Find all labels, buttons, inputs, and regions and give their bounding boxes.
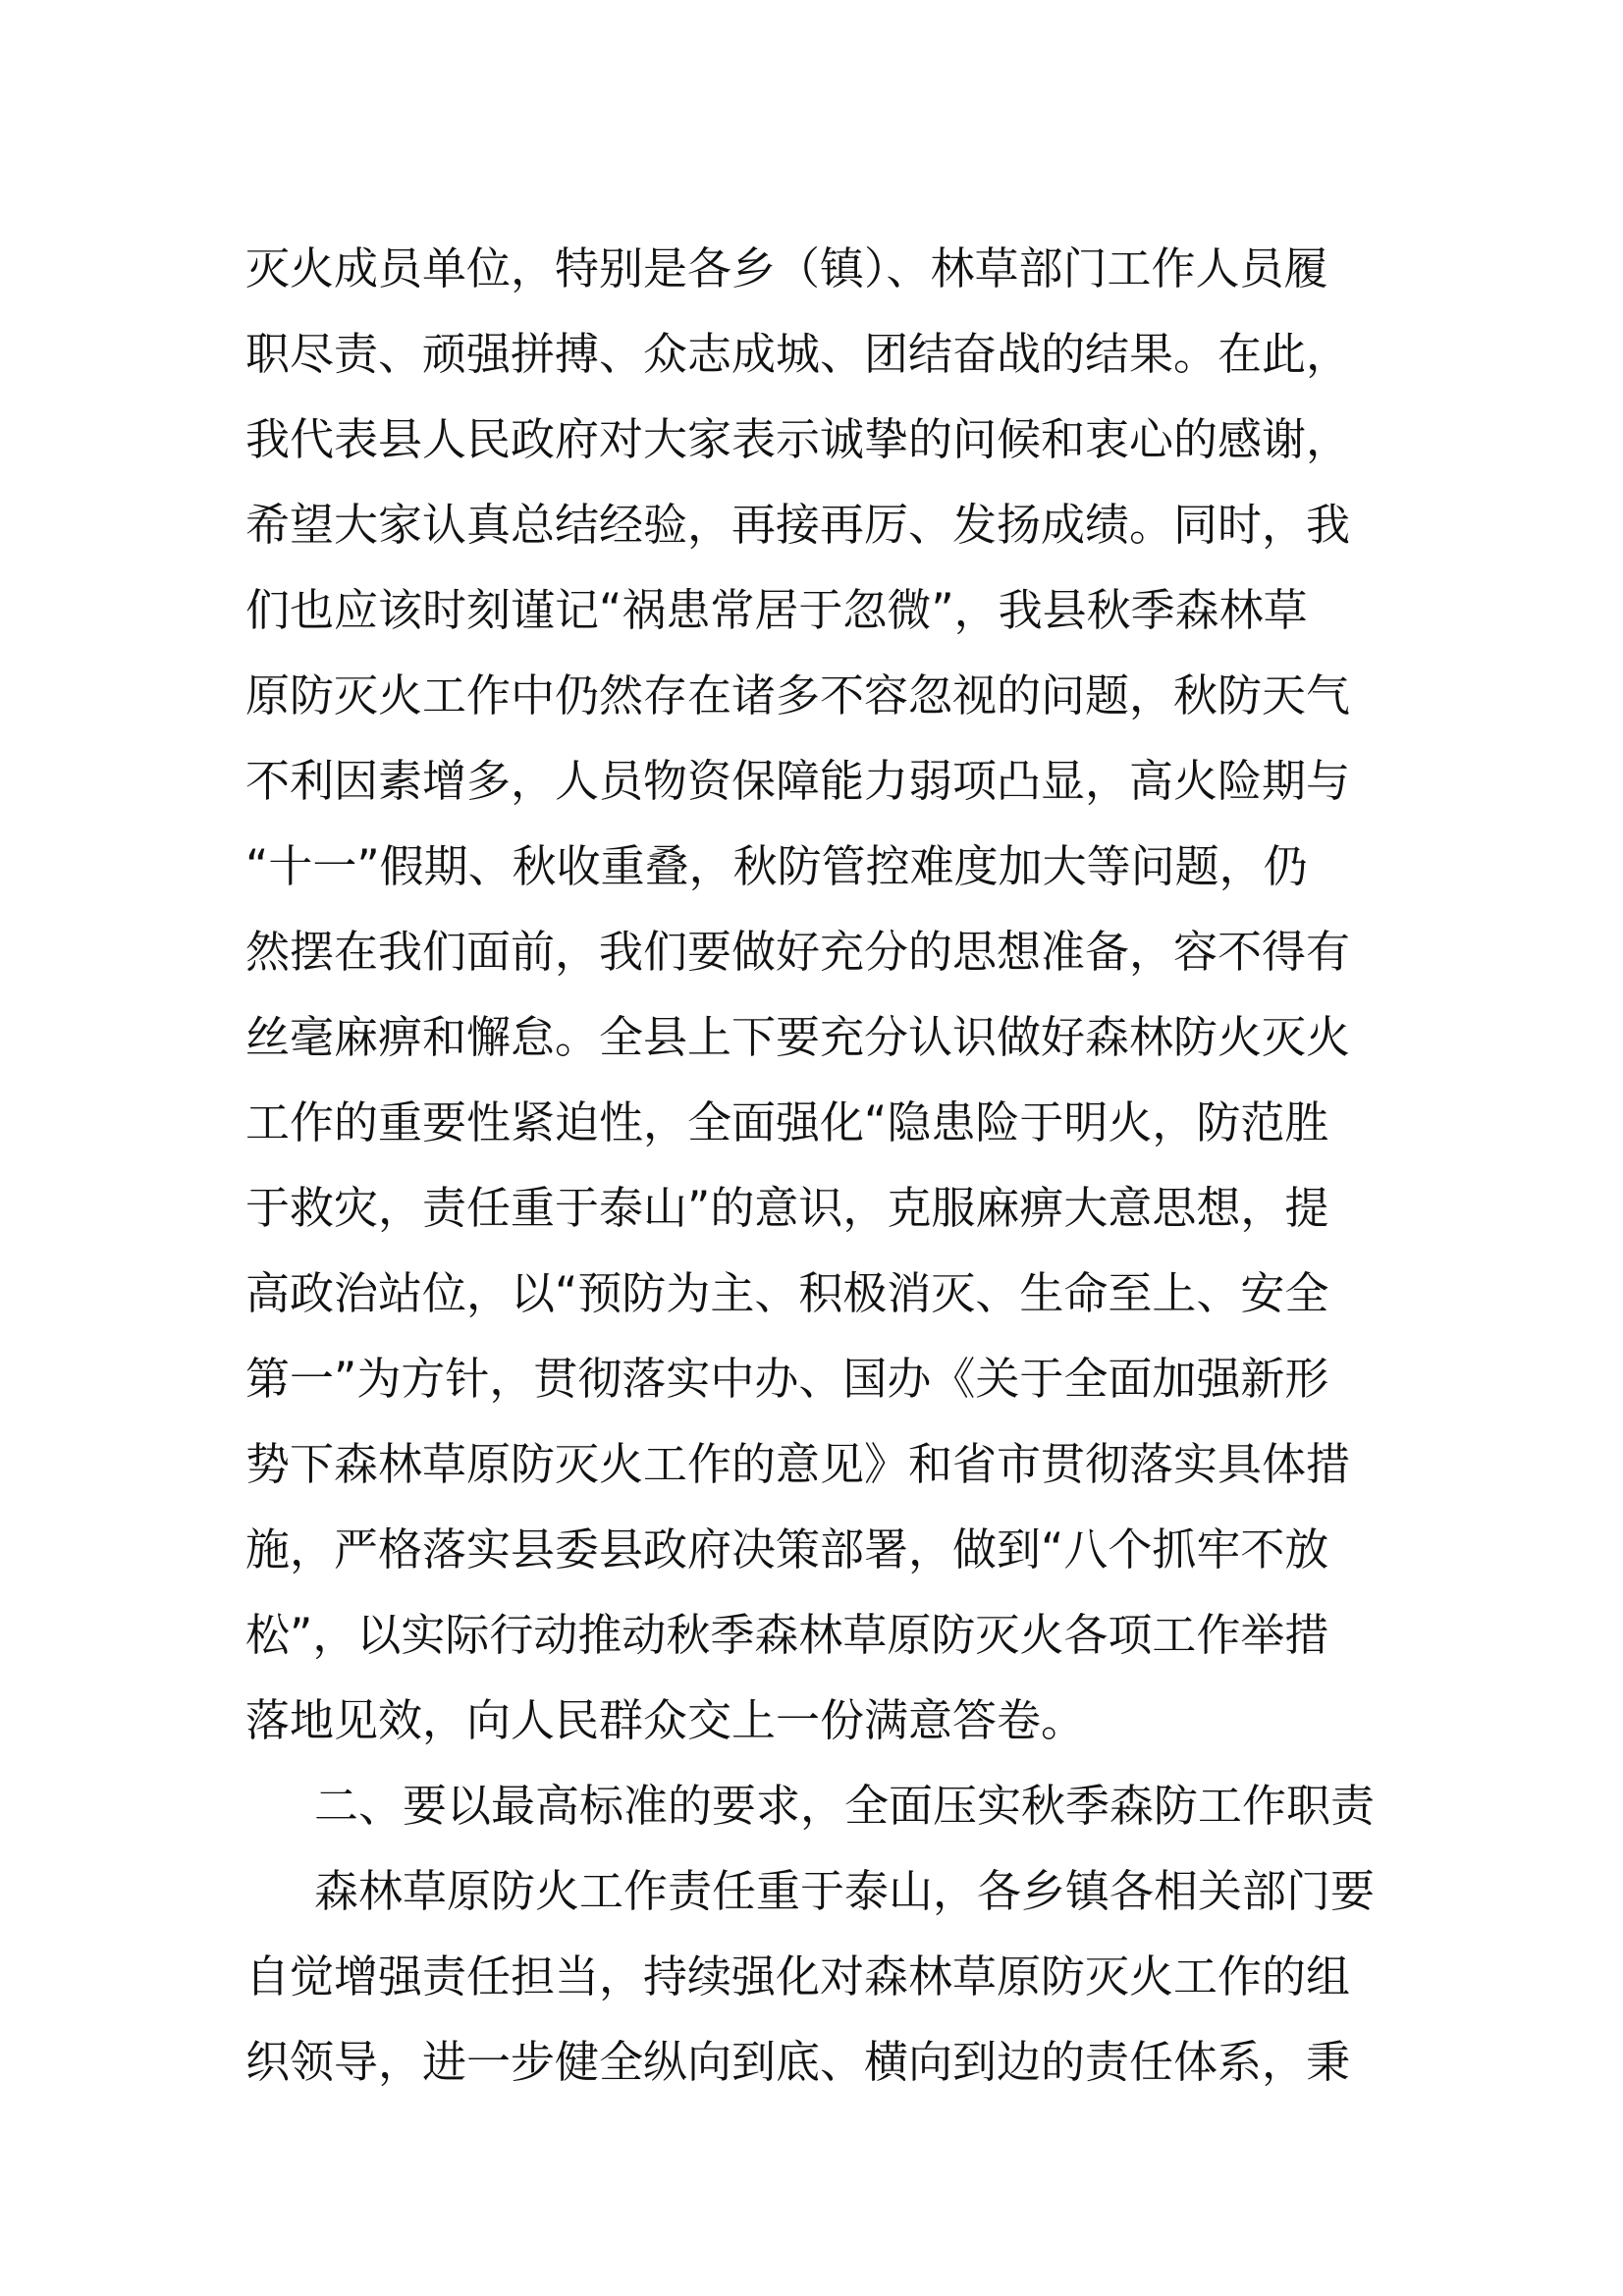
text-line: 不利因素增多，人员物资保障能力弱项凸显，高火险期与	[245, 755, 1351, 807]
text-line: 势下森林草原防灭火工作的意见》和省市贯彻落实具体措	[245, 1438, 1351, 1490]
text-line: 原防灭火工作中仍然存在诸多不容忽视的问题，秋防天气	[245, 669, 1351, 721]
text-line: 自觉增强责任担当，持续强化对森林草原防灭火工作的组	[245, 1950, 1351, 2002]
text-line: 高政治站位，以“预防为主、积极消灭、生命至上、安全	[245, 1267, 1329, 1319]
text-line: “十一”假期、秋收重叠，秋防管控难度加大等问题，仍	[245, 840, 1308, 892]
text-line: 松”，以实际行动推动秋季森林草原防灭火各项工作举措	[245, 1609, 1329, 1661]
section-heading: 二、要以最高标准的要求，全面压实秋季森防工作职责	[314, 1780, 1376, 1832]
text-line: 第一”为方针，贯彻落实中办、国办《关于全面加强新形	[245, 1353, 1329, 1405]
text-line: 工作的重要性紧迫性，全面强化“隐患险于明火，防范胜	[245, 1096, 1329, 1148]
text-line: 落地见效，向人民群众交上一份满意答卷。	[245, 1694, 1086, 1746]
text-line: 灭火成员单位，特别是各乡（镇）、林草部门工作人员履	[245, 242, 1328, 294]
text-line: 希望大家认真总结经验，再接再厉、发扬成绩。同时，我	[245, 499, 1351, 551]
text-line: 我代表县人民政府对大家表示诚挚的问候和衷心的感谢，	[245, 413, 1351, 465]
text-line: 然摆在我们面前，我们要做好充分的思想准备，容不得有	[245, 926, 1351, 978]
document-body	[245, 226, 1384, 2105]
text-line: 丝毫麻痹和懈怠。全县上下要充分认识做好森林防火灭火	[245, 1011, 1351, 1063]
text-line: 施，严格落实县委县政府决策部署，做到“八个抓牢不放	[245, 1523, 1329, 1575]
text-line: 森林草原防火工作责任重于泰山，各乡镇各相关部门要	[314, 1865, 1376, 1917]
text-line: 们也应该时刻谨记“祸患常居于忽微”，我县秋季森林草	[245, 584, 1308, 636]
text-line: 织领导，进一步健全纵向到底、横向到边的责任体系，秉	[245, 2036, 1351, 2088]
text-line: 职尽责、顽强拼搏、众志成城、团结奋战的结果。在此，	[245, 328, 1351, 380]
text-line: 于救灾，责任重于泰山”的意识，克服麻痹大意思想，提	[245, 1182, 1329, 1234]
